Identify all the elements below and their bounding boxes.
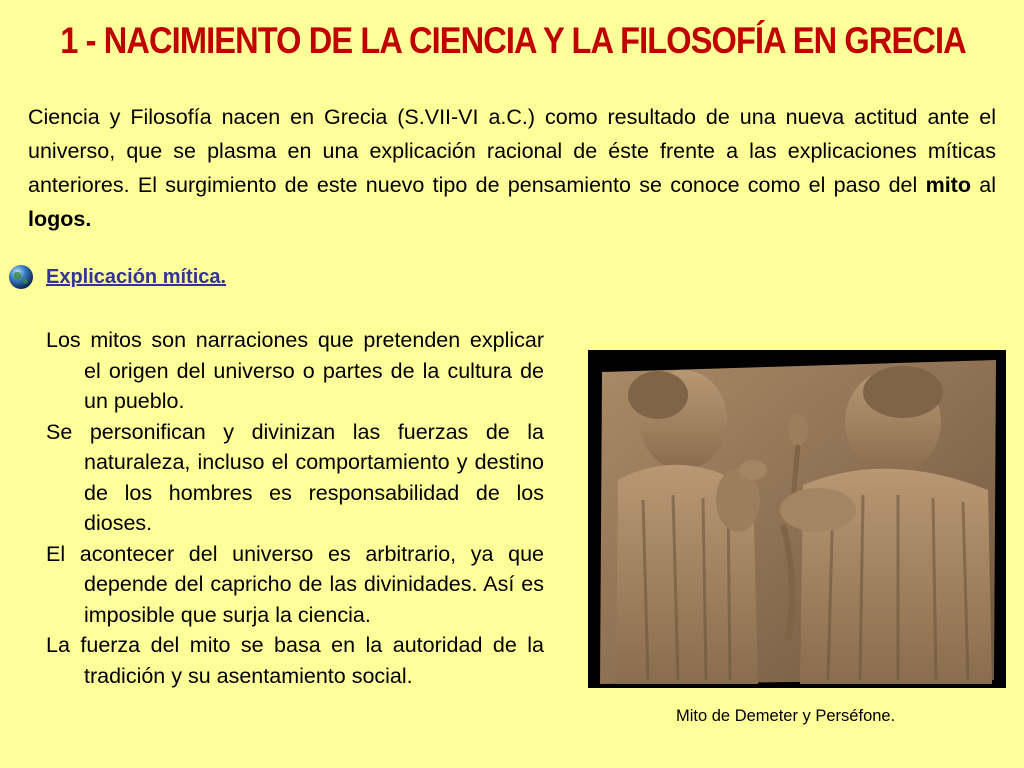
myth-point: Se personifican y divinizan las fuerzas de la naturaleza, incluso el comportamiento y destino de los hombres es responsabilidad de los dioses. [46, 419, 544, 535]
relief-illustration [588, 350, 1006, 688]
image-caption: Mito de Demeter y Perséfone. [676, 707, 896, 725]
intro-text-before: Ciencia y Filosofía nacen en Grecia (S.VII-VI a.C.) como resultado de una nueva actitud ante el universo, que se plasma en una explicación racional de éste frente a las explicaciones míticas anteriores. El surgimiento de este nuevo tipo de pensamiento se conoce como el paso del [28, 105, 996, 197]
intro-bold-logos: logos. [28, 207, 92, 231]
myth-point: Los mitos son narraciones que pretenden explicar el origen del universo o partes de la cultura de un pueblo. [46, 328, 544, 413]
intro-text-middle: al [970, 173, 996, 197]
myth-points-list [46, 325, 544, 691]
intro-paragraph [28, 100, 996, 236]
section-heading [8, 264, 226, 290]
intro-bold-mito: mito [925, 173, 971, 197]
slide-title: 1 - NACIMIENTO DE LA CIENCIA Y LA FILOSOFÍA EN GRECIA [60, 20, 966, 61]
globe-icon [8, 264, 34, 290]
section-heading-label: Explicación mítica. [46, 265, 227, 288]
relief-image [588, 350, 1006, 688]
myth-point: El acontecer del universo es arbitrario, ya que depende del capricho de las divinidades. Así es imposible que surja la ciencia. [46, 541, 544, 627]
myth-point: La fuerza del mito se basa en la autoridad de la tradición y su asentamiento social. [46, 633, 544, 688]
